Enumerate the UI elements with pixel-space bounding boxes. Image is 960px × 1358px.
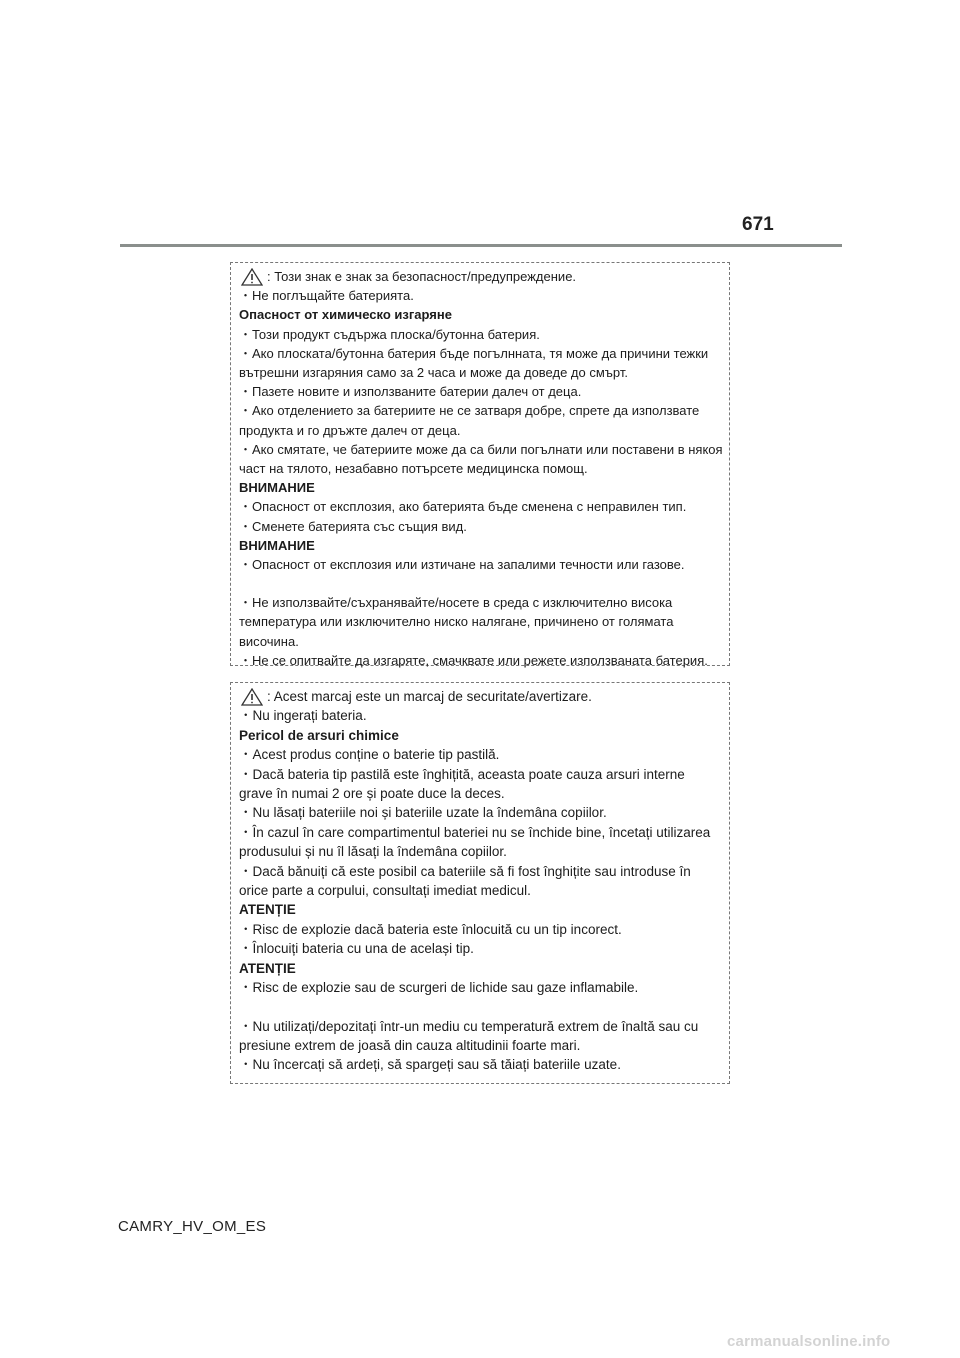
text-line: ・Не използвайте/съхранявайте/носете в среда с изключително висока bbox=[239, 595, 673, 611]
text-line: ・Risc de explozie sau de scurgeri de lichide sau gaze inflamabile. bbox=[239, 980, 639, 996]
text-line: ・Ако плоската/бутонна батерия бъде погълнната, тя може да причини тежки bbox=[239, 345, 709, 361]
text-line: ・Înlocuiți bateria cu una de același tip. bbox=[239, 941, 474, 957]
text-line: ・Ако отделението за батериите не се затваря добре, спрете да използвате bbox=[239, 403, 700, 419]
text-line: височина. bbox=[239, 633, 299, 649]
section-heading: Опасност от химическо изгаряне bbox=[239, 307, 452, 323]
panel-heading-text: : Този знак е знак за безопасност/предупреждение. bbox=[267, 269, 577, 284]
text-line: produsului și nu îl lăsați la îndemâna copiilor. bbox=[239, 844, 507, 860]
text-line: температура или изключително ниско налягане, причинено от голямата bbox=[239, 614, 674, 630]
text-line: ・Опасност от експлозия или изтичане на запалими течности или газове. bbox=[239, 557, 685, 573]
watermark: carmanualsonline.info bbox=[727, 1333, 891, 1350]
warning-triangle-icon bbox=[241, 268, 263, 286]
blank-line bbox=[239, 574, 721, 593]
text-line: ・Nu încercați să ardeți, să spargeți sau să tăiați bateriile uzate. bbox=[239, 1057, 621, 1073]
text-line: presiune extrem de joasă din cauza altitudinii foarte mari. bbox=[239, 1037, 581, 1053]
text-line: orice parte a corpului, consultați imediat medicul. bbox=[239, 883, 531, 899]
text-line: ・Acest produs conține o baterie tip pastilă. bbox=[239, 747, 500, 763]
panel-heading-row bbox=[239, 687, 721, 706]
section-heading: ВНИМАНИЕ bbox=[239, 480, 315, 496]
page-number: 671 bbox=[742, 214, 774, 235]
panel-heading-row bbox=[239, 267, 721, 286]
text-line: ・Dacă bănuiți că este posibil ca bateriile să fi fost înghițite sau introduse în bbox=[239, 863, 691, 879]
section-heading: Pericol de arsuri chimice bbox=[239, 727, 399, 743]
text-line: част на тялото, незабавно потърсете медицинска помощ. bbox=[239, 461, 588, 477]
section-heading: ВНИМАНИЕ bbox=[239, 537, 315, 553]
panel-heading-text: : Acest marcaj este un marcaj de securitate/avertizare. bbox=[267, 689, 592, 704]
section-heading: ATENȚIE bbox=[239, 960, 296, 976]
text-line: ・Nu utilizați/depozitați într-un mediu cu temperatură extrem de înaltă sau cu bbox=[239, 1018, 699, 1034]
warning-triangle-icon bbox=[241, 688, 263, 706]
footer-document-code: CAMRY_HV_OM_ES bbox=[118, 1218, 267, 1235]
text-line: ・În cazul în care compartimentul bateriei nu se închide bine, încetați utilizarea bbox=[239, 824, 711, 840]
text-line: ・Nu lăsați bateriile noi și bateriile uzate la îndemâna copiilor. bbox=[239, 805, 607, 821]
text-line: ・Dacă bateria tip pastilă este înghițită, aceasta poate cauza arsuri interne bbox=[239, 766, 685, 782]
text-line: продукта и го дръжте далеч от деца. bbox=[239, 422, 461, 438]
text-line: ・Този продукт съдържа плоска/бутонна батерия. bbox=[239, 326, 540, 342]
text-line: ・Не се опитвайте да изгаряте, смачквате или режете използваната батерия. bbox=[239, 652, 708, 668]
text-line: вътрешни изгаряния само за 2 часа и може да доведе до смърт. bbox=[239, 365, 628, 381]
text-line: ・Nu ingerați bateria. bbox=[239, 708, 367, 724]
text-line: ・Ако смятате, че батериите може да са били погълнати или поставени в някоя bbox=[239, 441, 723, 457]
header-rule bbox=[120, 244, 842, 247]
text-line: ・Опасност от експлозия, ако батерията бъде сменена с неправилен тип. bbox=[239, 499, 687, 515]
blank-line bbox=[239, 998, 721, 1017]
text-line: ・Не поглъщайте батерията. bbox=[239, 288, 414, 304]
warning-panel-romanian bbox=[230, 682, 730, 1084]
warning-panel-bulgarian bbox=[230, 262, 730, 666]
text-line: grave în numai 2 ore și poate duce la deces. bbox=[239, 786, 505, 802]
text-line: ・Пазете новите и използваните батерии далеч от деца. bbox=[239, 384, 582, 400]
text-line: ・Сменете батерията със същия вид. bbox=[239, 518, 467, 534]
text-line: ・Risc de explozie dacă bateria este înlocuită cu un tip incorect. bbox=[239, 921, 622, 937]
section-heading: ATENȚIE bbox=[239, 902, 296, 918]
